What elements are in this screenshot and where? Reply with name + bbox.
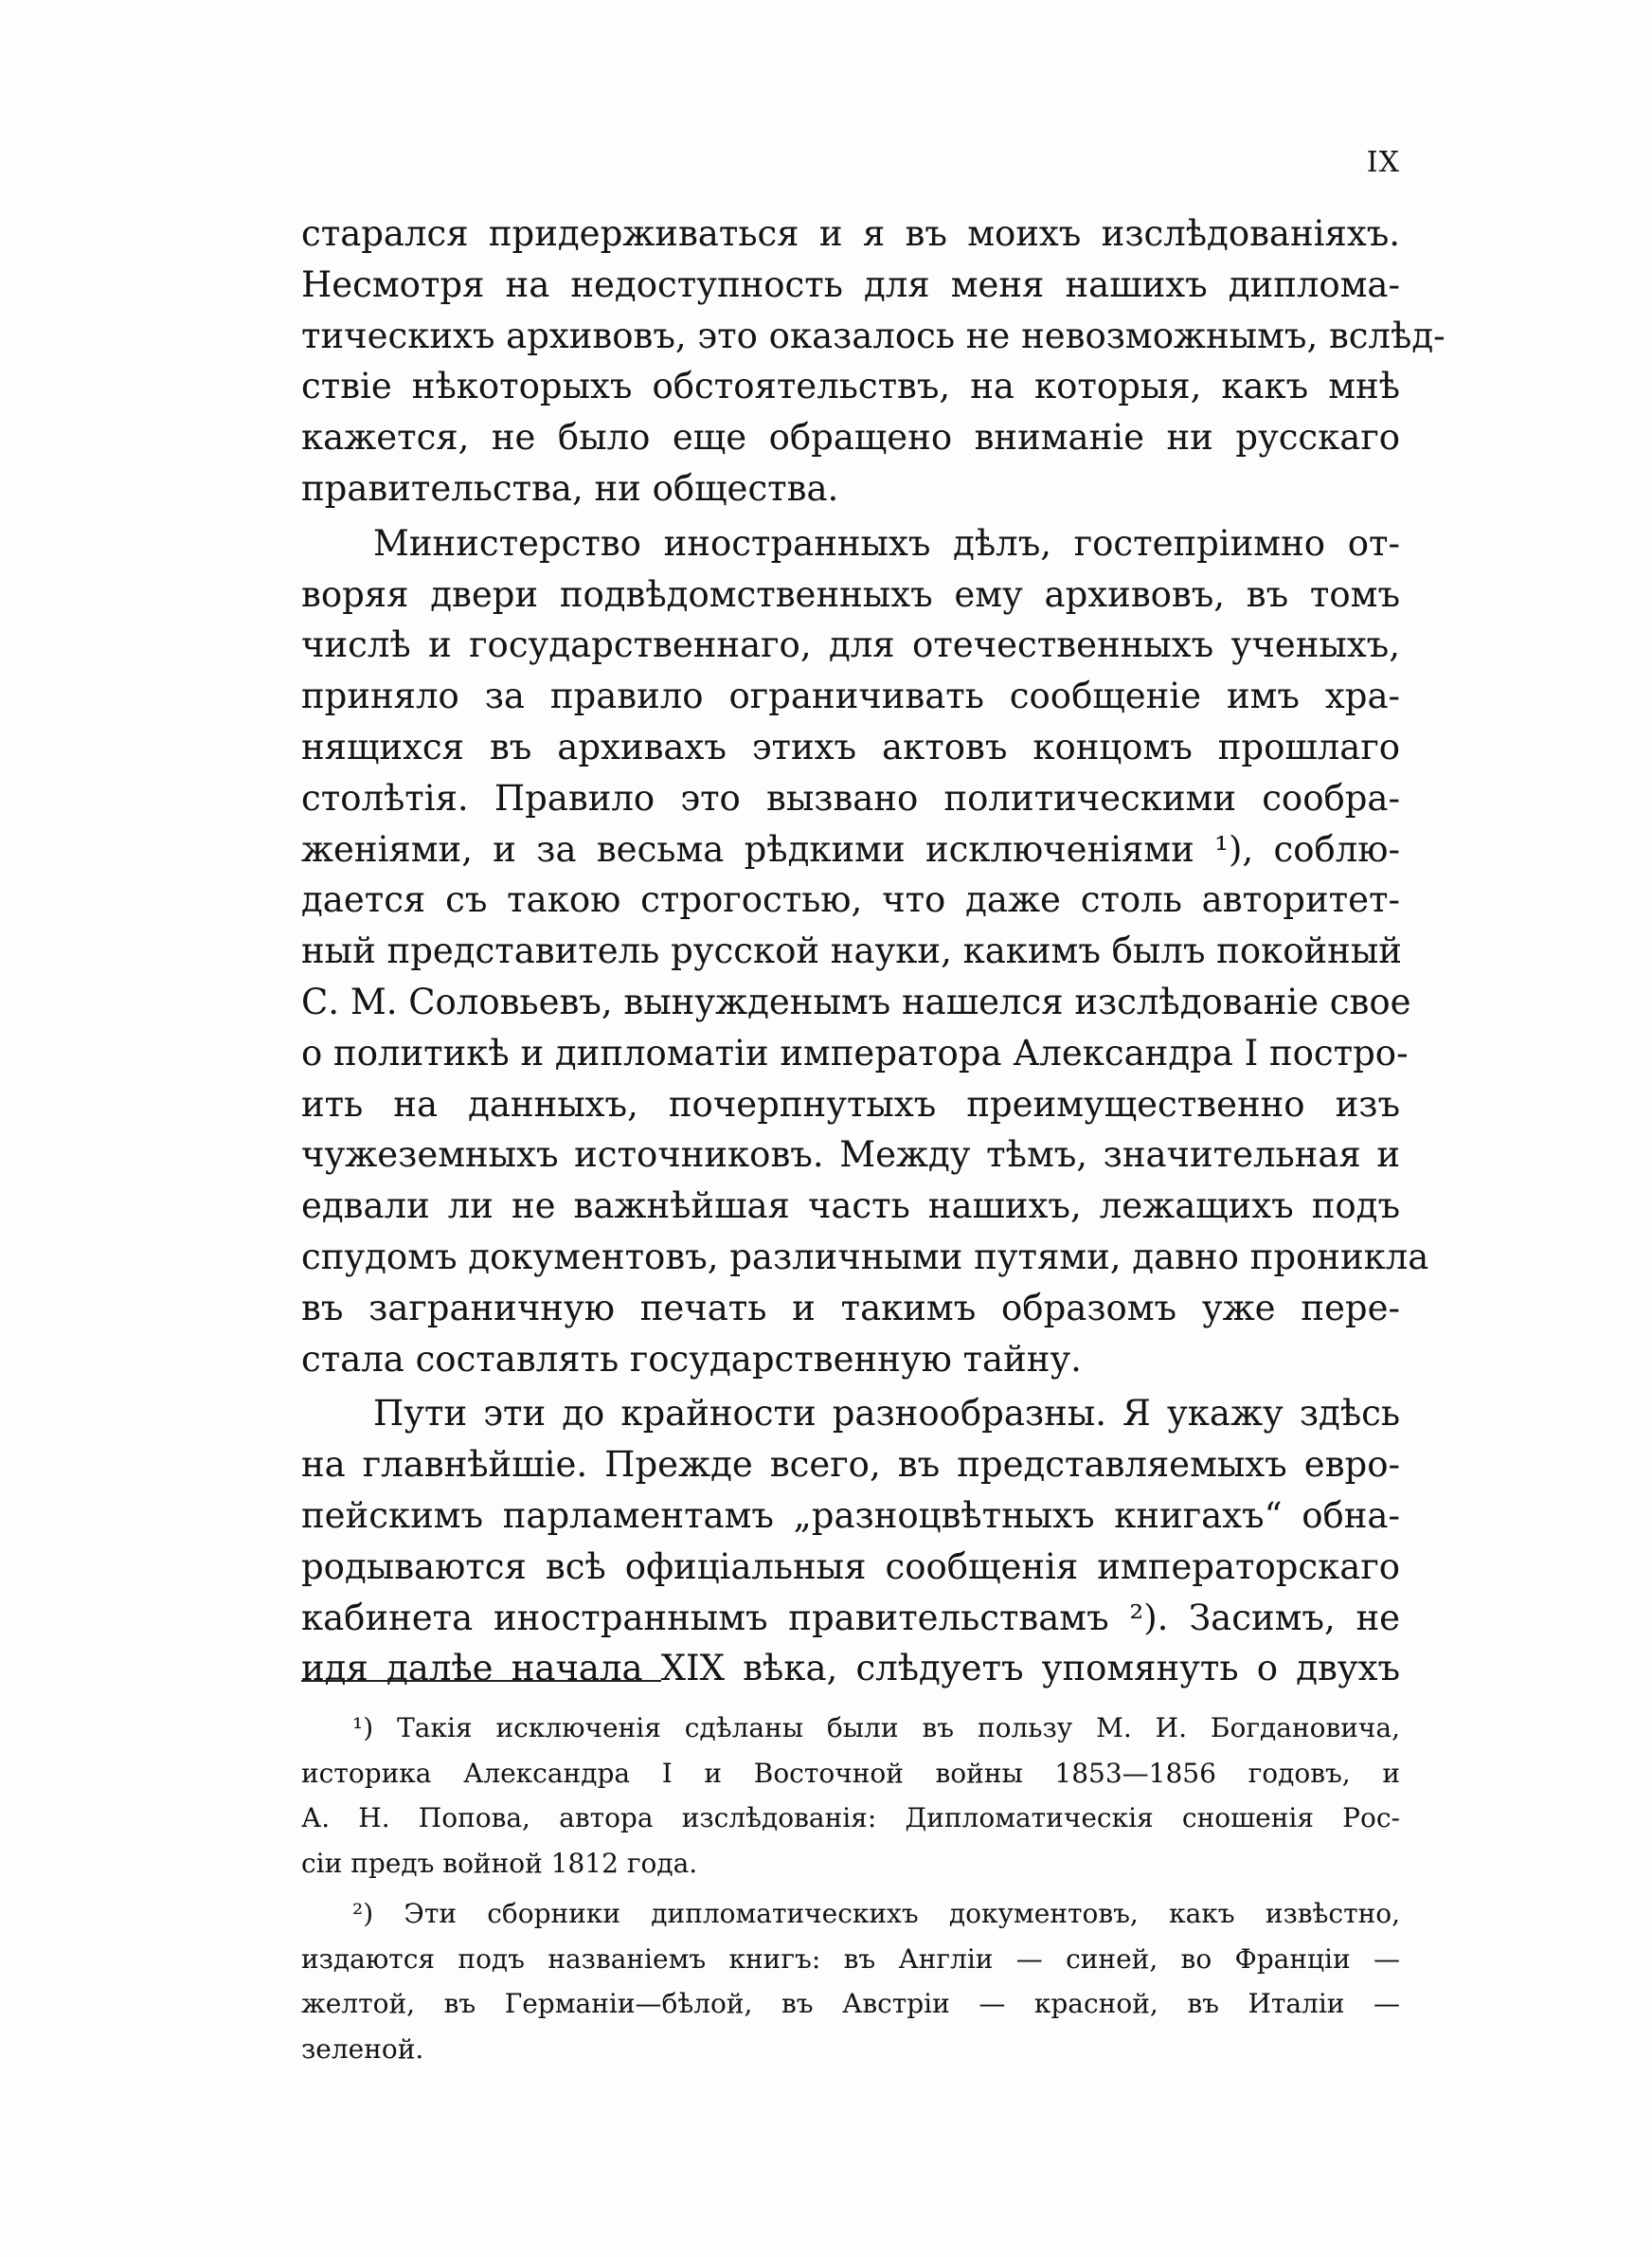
footnote-line: зеленой.	[301, 2032, 424, 2065]
text-line: едвали ли не важнѣйшая часть нашихъ, лежащихъ подъ	[301, 1185, 1400, 1227]
text-line: Несмотря на недоступность для меня нашихъ диплома-	[301, 263, 1400, 305]
paragraph	[301, 518, 1429, 1385]
text-line: дается съ такою строгостью, что даже столь авторитет-	[301, 879, 1400, 921]
text-line: кажется, не было еще обращено вниманіе ни русскаго	[301, 417, 1400, 459]
main-text	[301, 208, 1446, 1694]
footnote-line: историка Александра I и Восточной войны 1853—1856 годовъ, и	[301, 1757, 1400, 1789]
footnotes	[301, 1706, 1400, 2071]
text-line: нящихся въ архивахъ этихъ актовъ концомъ прошлаго	[301, 726, 1400, 767]
text-line: С. М. Соловьевъ, вынужденымъ нашелся изслѣдованіе свое	[301, 981, 1411, 1022]
footnote	[301, 1891, 1400, 2071]
text-line: приняло за правило ограничивать сообщеніе имъ хра-	[301, 676, 1400, 717]
text-line: старался придерживаться и я въ моихъ изслѣдованіяхъ.	[301, 213, 1400, 254]
text-line: числѣ и государственнаго, для отечественныхъ ученыхъ,	[301, 624, 1400, 666]
footnote-line: ²) Эти сборники дипломатическихъ документовъ, какъ извѣстно,	[352, 1898, 1400, 1929]
text-line: въ заграничную печать и такимъ образомъ уже пере-	[301, 1287, 1400, 1328]
footnote	[301, 1706, 1400, 1886]
text-line: Пути эти до крайности разнообразны. Я укажу здѣсь	[373, 1393, 1400, 1435]
text-line: идя далѣе начала XIX вѣка, слѣдуетъ упомянуть о двухъ	[301, 1648, 1400, 1689]
text-line: спудомъ документовъ, различными путями, давно проникла	[301, 1236, 1429, 1277]
footnote-line: желтой, въ Германіи—бѣлой, въ Австріи — красной, въ Италіи —	[301, 1988, 1400, 2019]
text-line: тическихъ архивовъ, это оказалось не невозможнымъ, вслѣд-	[301, 315, 1446, 356]
footnote-line: издаются подъ названіемъ книгъ: въ Англіи — синей, во Франціи —	[301, 1942, 1400, 1975]
text-line: пейскимъ парламентамъ „разноцвѣтныхъ книгахъ“ обна-	[301, 1494, 1400, 1536]
footnote-line: А. Н. Попова, автора изслѣдованія: Дипломатическія сношенія Рос-	[301, 1802, 1400, 1833]
text-line: о политикѣ и дипломатіи императора Александра I постро-	[301, 1032, 1409, 1074]
text-line: женіями, и за весьма рѣдкими исключеніями ¹), соблю-	[301, 828, 1400, 870]
footnote-separator	[301, 1680, 661, 1682]
text-line: чужеземныхъ источниковъ. Между тѣмъ, значительная и	[301, 1134, 1400, 1176]
text-line: стала составлять государственную тайну.	[301, 1338, 1082, 1380]
text-line: Министерство иностранныхъ дѣлъ, гостепріимно от-	[373, 522, 1400, 564]
text-line: воряя двери подвѣдомственныхъ ему архивовъ, въ томъ	[301, 573, 1400, 615]
text-line: на главнѣйшіе. Прежде всего, въ представляемыхъ евро-	[301, 1444, 1400, 1486]
text-line: правительства, ни общества.	[301, 467, 839, 509]
paragraph	[301, 208, 1446, 515]
paragraph	[301, 1388, 1400, 1694]
text-line: ствіе нѣкоторыхъ обстоятельствъ, на которыя, какъ мнѣ	[301, 366, 1400, 407]
footnote-line: сіи предъ войной 1812 года.	[301, 1847, 698, 1879]
page-number: IX	[1366, 146, 1400, 179]
text-line: ить на данныхъ, почерпнутыхъ преимущественно изъ	[301, 1083, 1400, 1125]
text-line: ный представитель русской науки, какимъ былъ покойный	[301, 930, 1402, 972]
footnote-line: ¹) Такія исключенія сдѣланы были въ пользу М. И. Богдановича,	[352, 1712, 1400, 1743]
text-line: родываются всѣ офиціальныя сообщенія императорскаго	[301, 1545, 1400, 1587]
text-line: кабинета иностраннымъ правительствамъ ²). Засимъ, не	[301, 1597, 1400, 1638]
text-line: столѣтія. Правило это вызвано политическими сообра-	[301, 777, 1400, 819]
